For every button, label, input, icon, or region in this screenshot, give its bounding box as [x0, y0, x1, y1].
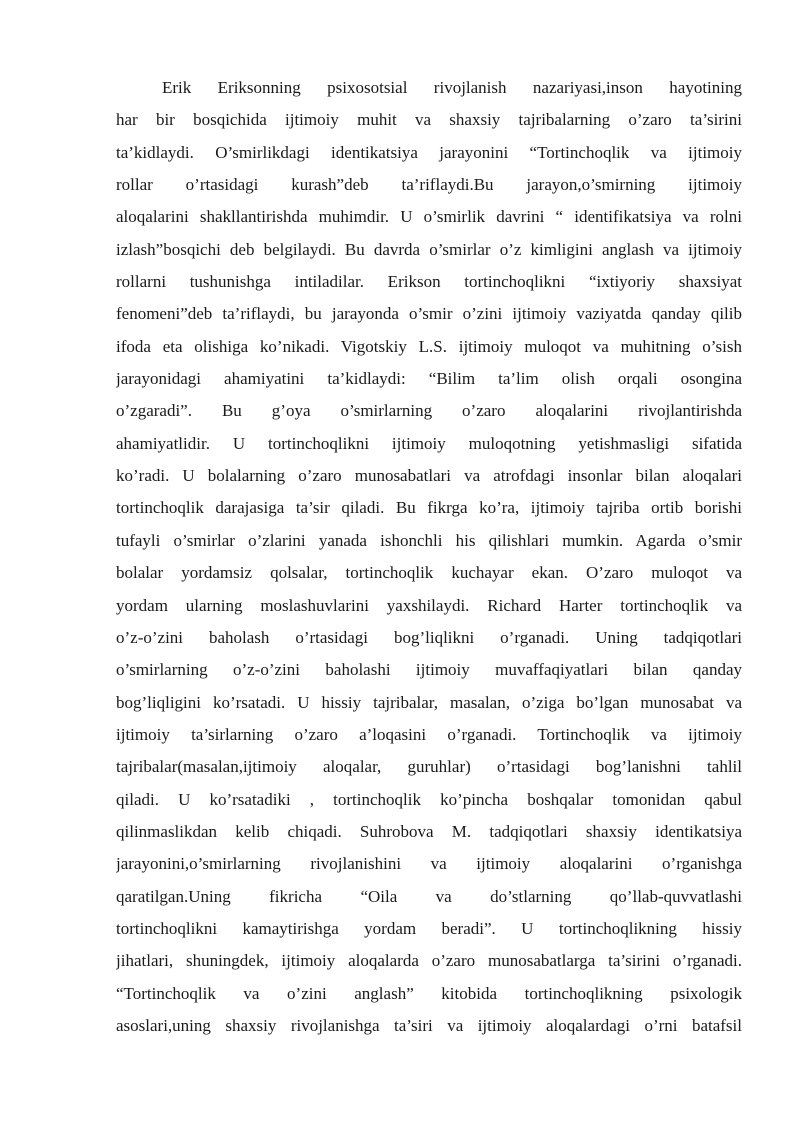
text-line: o’smirlarning o’z-o’zini baholashi ijtimoiy muvaffaqiyatlari bilan qanday [116, 660, 742, 680]
text-line: ko’radi. U bolalarning o’zaro munosabatlari va atrofdagi insonlar bilan aloqalari [116, 466, 742, 486]
text-line: ta’kidlaydi. O’smirlikdagi identikatsiya jarayonini “Tortinchoqlik va ijtimoiy [116, 142, 742, 162]
text-line: asoslari,uning shaxsiy rivojlanishga ta’siri va ijtimoiy aloqalardagi o’rni batafsil [116, 1015, 742, 1035]
text-line: jarayonidagi ahamiyatini ta’kidlaydi: “Bilim ta’lim olish orqali osongina [116, 369, 742, 389]
text-line: o’zgaradi”. Bu g’oya o’smirlarning o’zaro aloqalarini rivojlantirishda [116, 401, 742, 421]
text-line: jihatlari, shuningdek, ijtimoiy aloqalarda o’zaro munosabatlarga ta’sirini o’rganadi. [116, 951, 742, 971]
text-line: “Tortinchoqlik va o’zini anglash” kitobida tortinchoqlikning psixologik [116, 983, 742, 1003]
text-line: qilinmaslikdan kelib chiqadi. Suhrobova M. tadqiqotlari shaxsiy identikatsiya [116, 821, 742, 841]
text-line: ifoda eta olishiga ko’nikadi. Vigotskiy L.S. ijtimoiy muloqot va muhitning o’sish [116, 336, 742, 356]
text-line: rollar o’rtasidagi kurash”deb ta’riflaydi.Bu jarayon,o’smirning ijtimoiy [116, 175, 742, 195]
text-line: izlash”bosqichi deb belgilaydi. Bu davrda o’smirlar o’z kimligini anglash va ijtimoiy [116, 239, 742, 259]
text-line: ahamiyatlidir. U tortinchoqlikni ijtimoiy muloqotning yetishmasligi sifatida [116, 433, 742, 453]
text-line: qaratilgan.Uning fikricha “Oila va do’stlarning qo’llab-quvvatlashi [116, 886, 742, 906]
text-line: rollarni tushunishga intiladilar. Erikson tortinchoqlikni “ixtiyoriy shaxsiyat [116, 272, 742, 292]
text-line: aloqalarini shakllantirishda muhimdir. U o’smirlik davrini “ identifikatsiya va rolni [116, 207, 742, 227]
text-line: har bir bosqichida ijtimoiy muhit va shaxsiy tajribalarning o’zaro ta’sirini [116, 110, 742, 130]
text-line: jarayonini,o’smirlarning rivojlanishini va ijtimoiy aloqalarini o’rganishga [116, 854, 742, 874]
text-line: ijtimoiy ta’sirlarning o’zaro a’loqasini o’rganadi. Tortinchoqlik va ijtimoiy [116, 724, 742, 744]
text-line: fenomeni”deb ta’riflaydi, bu jarayonda o’smir o’zini ijtimoiy vaziyatda qanday qilib [116, 304, 742, 324]
text-line: tortinchoqlik darajasiga ta’sir qiladi. Bu fikrga ko’ra, ijtimoiy tajriba ortib borishi [116, 498, 742, 518]
text-line: tortinchoqlikni kamaytirishga yordam beradi”. U tortinchoqlikning hissiy [116, 918, 742, 938]
text-line: tufayli o’smirlar o’zlarini yanada ishonchli his qilishlari mumkin. Agarda o’smir [116, 530, 742, 550]
text-line: qiladi. U ko’rsatadiki , tortinchoqlik ko’pincha boshqalar tomonidan qabul [116, 789, 742, 809]
text-line: bog’liqligini ko’rsatadi. U hissiy tajribalar, masalan, o’ziga bo’lgan munosabat va [116, 692, 742, 712]
text-line: yordam ularning moslashuvlarini yaxshilaydi. Richard Harter tortinchoqlik va [116, 595, 742, 615]
text-line: bolalar yordamsiz qolsalar, tortinchoqlik kuchayar ekan. O’zaro muloqot va [116, 563, 742, 583]
text-line: o’z-o’zini baholash o’rtasidagi bog’liqlikni o’rganadi. Uning tadqiqotlari [116, 627, 742, 647]
text-line: tajribalar(masalan,ijtimoiy aloqalar, guruhlar) o’rtasidagi bog’lanishni tahlil [116, 757, 742, 777]
body-paragraph [116, 72, 742, 1042]
text-line: Erik Eriksonning psixosotsial rivojlanish nazariyasi,inson hayotining [162, 78, 742, 97]
